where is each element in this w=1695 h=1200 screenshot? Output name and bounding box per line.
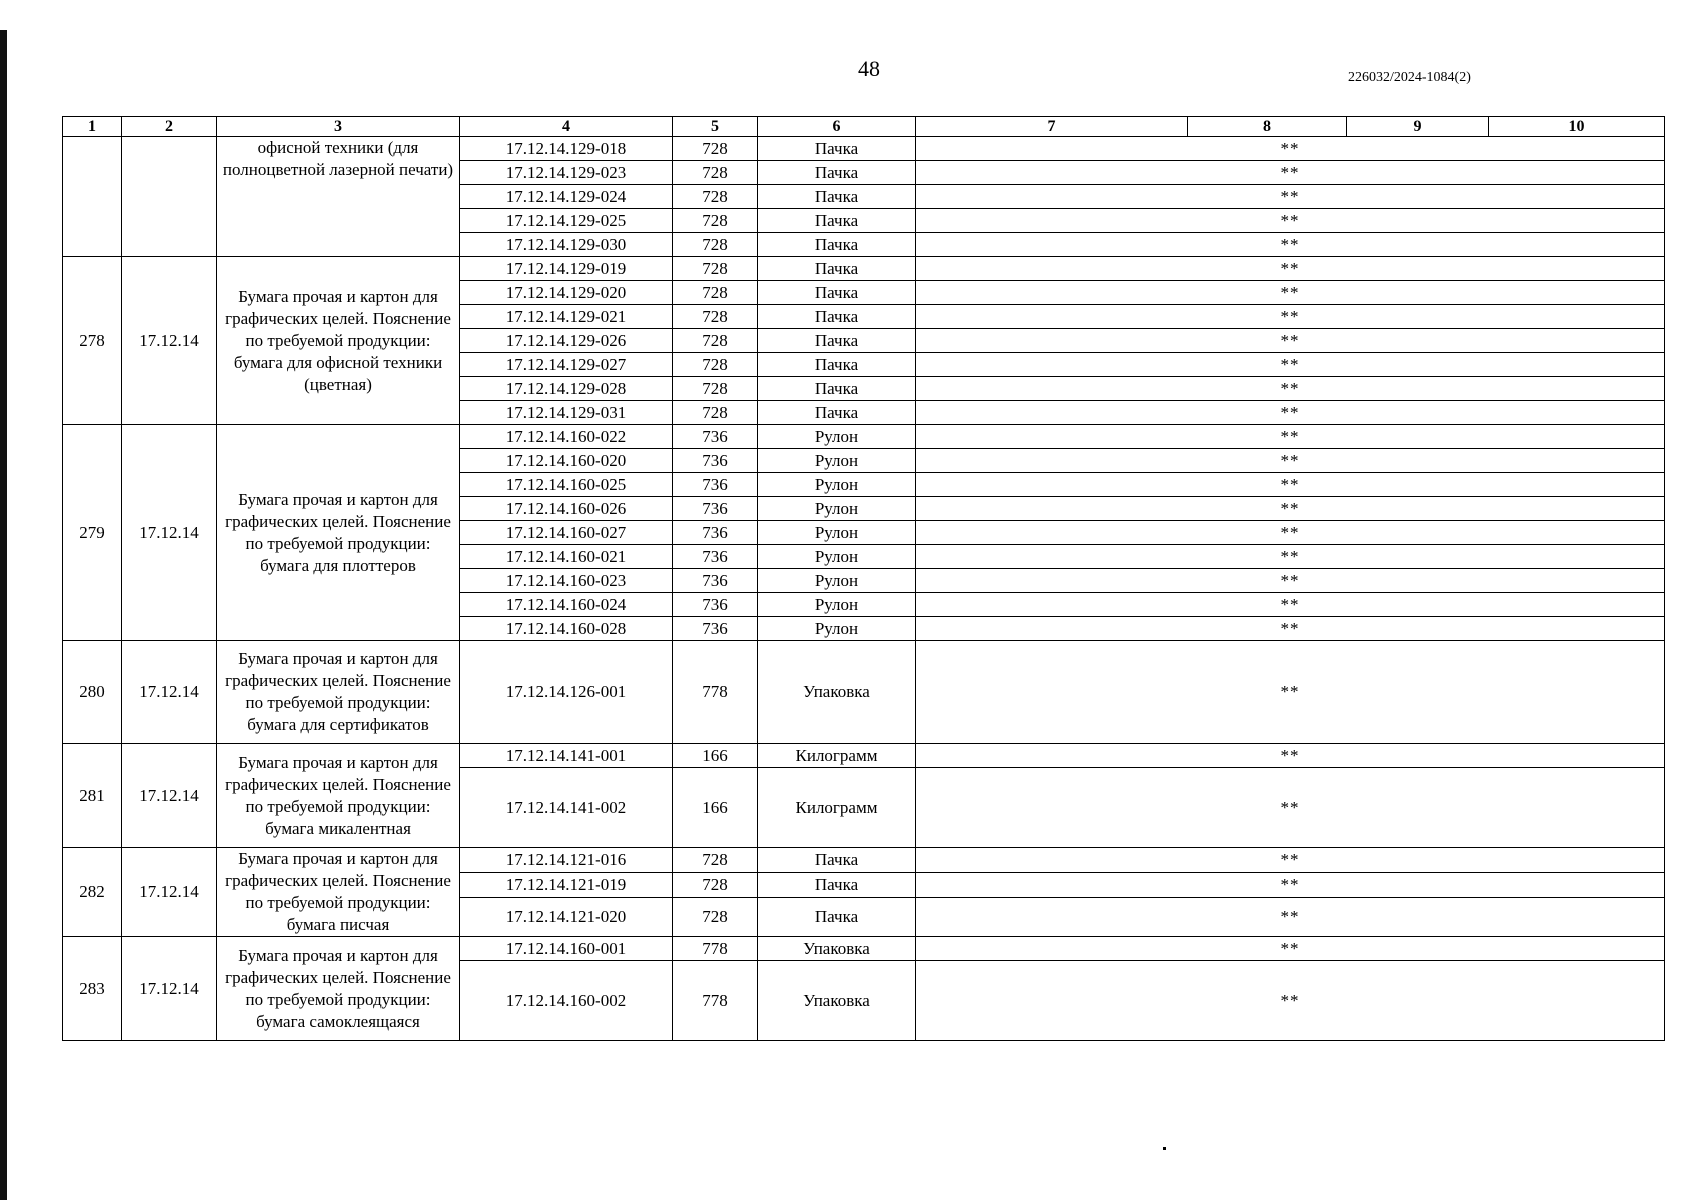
okei-code: 728 [673,233,758,257]
price-mark: ** [916,937,1665,961]
okei-code: 728 [673,848,758,873]
products-table [62,116,1665,1041]
okei-code: 736 [673,521,758,545]
table-row [63,137,1665,161]
okei-code: 736 [673,617,758,641]
unit-name: Пачка [758,233,916,257]
scan-edge [0,30,7,1200]
price-mark: ** [916,497,1665,521]
ktru-code: 17.12.14.160-022 [460,425,673,449]
ktru-code: 17.12.14.129-024 [460,185,673,209]
price-mark: ** [916,401,1665,425]
okei-code: 728 [673,353,758,377]
ktru-code: 17.12.14.129-019 [460,257,673,281]
item-description: Бумага прочая и картон для графических целей. Пояснение по требуемой продукции: бумага писчая [217,848,460,937]
okei-code: 736 [673,497,758,521]
column-header: 1 [63,117,122,137]
okei-code: 736 [673,545,758,569]
price-mark: ** [916,744,1665,768]
column-header: 4 [460,117,673,137]
item-number [63,137,122,257]
price-mark: ** [916,425,1665,449]
table-body [63,137,1665,1041]
item-description: Бумага прочая и картон для графических целей. Пояснение по требуемой продукции: бумага для офисной техники (цветная) [217,257,460,425]
ktru-code: 17.12.14.160-023 [460,569,673,593]
unit-name: Рулон [758,593,916,617]
okei-code: 736 [673,449,758,473]
item-number: 280 [63,641,122,744]
item-number: 278 [63,257,122,425]
price-mark: ** [916,353,1665,377]
price-mark: ** [916,305,1665,329]
price-mark: ** [916,137,1665,161]
item-number: 281 [63,744,122,848]
okpd-code: 17.12.14 [122,257,217,425]
table-row [63,744,1665,768]
okei-code: 728 [673,161,758,185]
price-mark: ** [916,768,1665,848]
okpd-code [122,137,217,257]
price-mark: ** [916,233,1665,257]
unit-name: Рулон [758,425,916,449]
price-mark: ** [916,569,1665,593]
unit-name: Пачка [758,257,916,281]
item-description: Бумага прочая и картон для графических целей. Пояснение по требуемой продукции: бумага микалентная [217,744,460,848]
ktru-code: 17.12.14.129-025 [460,209,673,233]
unit-name: Пачка [758,377,916,401]
item-number: 279 [63,425,122,641]
ktru-code: 17.12.14.121-019 [460,872,673,897]
ktru-code: 17.12.14.160-021 [460,545,673,569]
unit-name: Упаковка [758,937,916,961]
unit-name: Пачка [758,209,916,233]
ktru-code: 17.12.14.160-028 [460,617,673,641]
ktru-code: 17.12.14.129-027 [460,353,673,377]
unit-name: Рулон [758,521,916,545]
document-id: 226032/2024-1084(2) [1348,70,1471,85]
ktru-code: 17.12.14.160-001 [460,937,673,961]
ktru-code: 17.12.14.160-026 [460,497,673,521]
price-mark: ** [916,185,1665,209]
column-header: 5 [673,117,758,137]
ktru-code: 17.12.14.126-001 [460,641,673,744]
unit-name: Пачка [758,872,916,897]
okpd-code: 17.12.14 [122,425,217,641]
okei-code: 778 [673,961,758,1041]
okei-code: 728 [673,401,758,425]
okei-code: 728 [673,377,758,401]
unit-name: Упаковка [758,641,916,744]
ktru-code: 17.12.14.129-021 [460,305,673,329]
ktru-code: 17.12.14.129-031 [460,401,673,425]
price-mark: ** [916,281,1665,305]
ktru-code: 17.12.14.129-023 [460,161,673,185]
item-number: 282 [63,848,122,937]
ktru-code: 17.12.14.160-002 [460,961,673,1041]
unit-name: Пачка [758,281,916,305]
okei-code: 728 [673,305,758,329]
unit-name: Пачка [758,161,916,185]
okei-code: 778 [673,937,758,961]
ktru-code: 17.12.14.141-001 [460,744,673,768]
unit-name: Килограмм [758,768,916,848]
price-mark: ** [916,449,1665,473]
unit-name: Пачка [758,897,916,936]
unit-name: Пачка [758,329,916,353]
price-mark: ** [916,848,1665,873]
price-mark: ** [916,377,1665,401]
okei-code: 728 [673,257,758,281]
okei-code: 728 [673,137,758,161]
ktru-code: 17.12.14.129-026 [460,329,673,353]
okei-code: 778 [673,641,758,744]
price-mark: ** [916,872,1665,897]
item-description: Бумага прочая и картон для графических целей. Пояснение по требуемой продукции: бумага самоклеящаяся [217,937,460,1041]
okei-code: 166 [673,744,758,768]
column-header: 2 [122,117,217,137]
column-header: 10 [1489,117,1665,137]
unit-name: Рулон [758,449,916,473]
table-row [63,641,1665,744]
column-header: 8 [1188,117,1347,137]
okei-code: 166 [673,768,758,848]
column-header: 6 [758,117,916,137]
ktru-code: 17.12.14.129-028 [460,377,673,401]
okpd-code: 17.12.14 [122,641,217,744]
price-mark: ** [916,209,1665,233]
okei-code: 736 [673,425,758,449]
price-mark: ** [916,521,1665,545]
okei-code: 728 [673,329,758,353]
scan-speck [1163,1147,1166,1150]
okei-code: 728 [673,209,758,233]
okei-code: 728 [673,897,758,936]
unit-name: Пачка [758,305,916,329]
unit-name: Пачка [758,185,916,209]
item-description: Бумага прочая и картон для графических целей. Пояснение по требуемой продукции: бумага для плоттеров [217,425,460,641]
ktru-code: 17.12.14.129-030 [460,233,673,257]
unit-name: Рулон [758,569,916,593]
column-header: 7 [916,117,1188,137]
okpd-code: 17.12.14 [122,744,217,848]
price-mark: ** [916,329,1665,353]
unit-name: Пачка [758,137,916,161]
price-mark: ** [916,593,1665,617]
price-mark: ** [916,161,1665,185]
okei-code: 728 [673,872,758,897]
ktru-code: 17.12.14.160-024 [460,593,673,617]
item-description: Бумага прочая и картон для графических целей. Пояснение по требуемой продукции: бумага для сертификатов [217,641,460,744]
okei-code: 728 [673,185,758,209]
okei-code: 736 [673,569,758,593]
price-mark: ** [916,961,1665,1041]
price-mark: ** [916,545,1665,569]
ktru-code: 17.12.14.129-020 [460,281,673,305]
unit-name: Рулон [758,545,916,569]
item-description: офисной техники (для полноцветной лазерной печати) [217,137,460,257]
item-number: 283 [63,937,122,1041]
ktru-code: 17.12.14.160-025 [460,473,673,497]
table-row [63,257,1665,281]
ktru-code: 17.12.14.129-018 [460,137,673,161]
okpd-code: 17.12.14 [122,937,217,1041]
unit-name: Пачка [758,353,916,377]
price-mark: ** [916,897,1665,936]
price-mark: ** [916,473,1665,497]
ktru-code: 17.12.14.160-027 [460,521,673,545]
price-mark: ** [916,641,1665,744]
column-header: 9 [1347,117,1489,137]
ktru-code: 17.12.14.121-020 [460,897,673,936]
table-row [63,937,1665,961]
table-row [63,848,1665,873]
ktru-code: 17.12.14.141-002 [460,768,673,848]
unit-name: Килограмм [758,744,916,768]
unit-name: Упаковка [758,961,916,1041]
price-mark: ** [916,617,1665,641]
okpd-code: 17.12.14 [122,848,217,937]
column-header-row [63,117,1665,137]
unit-name: Пачка [758,401,916,425]
unit-name: Рулон [758,497,916,521]
okei-code: 736 [673,473,758,497]
ktru-code: 17.12.14.121-016 [460,848,673,873]
page-number: 48 [858,56,880,81]
okei-code: 728 [673,281,758,305]
unit-name: Рулон [758,473,916,497]
table-row [63,425,1665,449]
unit-name: Пачка [758,848,916,873]
unit-name: Рулон [758,617,916,641]
price-mark: ** [916,257,1665,281]
ktru-code: 17.12.14.160-020 [460,449,673,473]
column-header: 3 [217,117,460,137]
okei-code: 736 [673,593,758,617]
